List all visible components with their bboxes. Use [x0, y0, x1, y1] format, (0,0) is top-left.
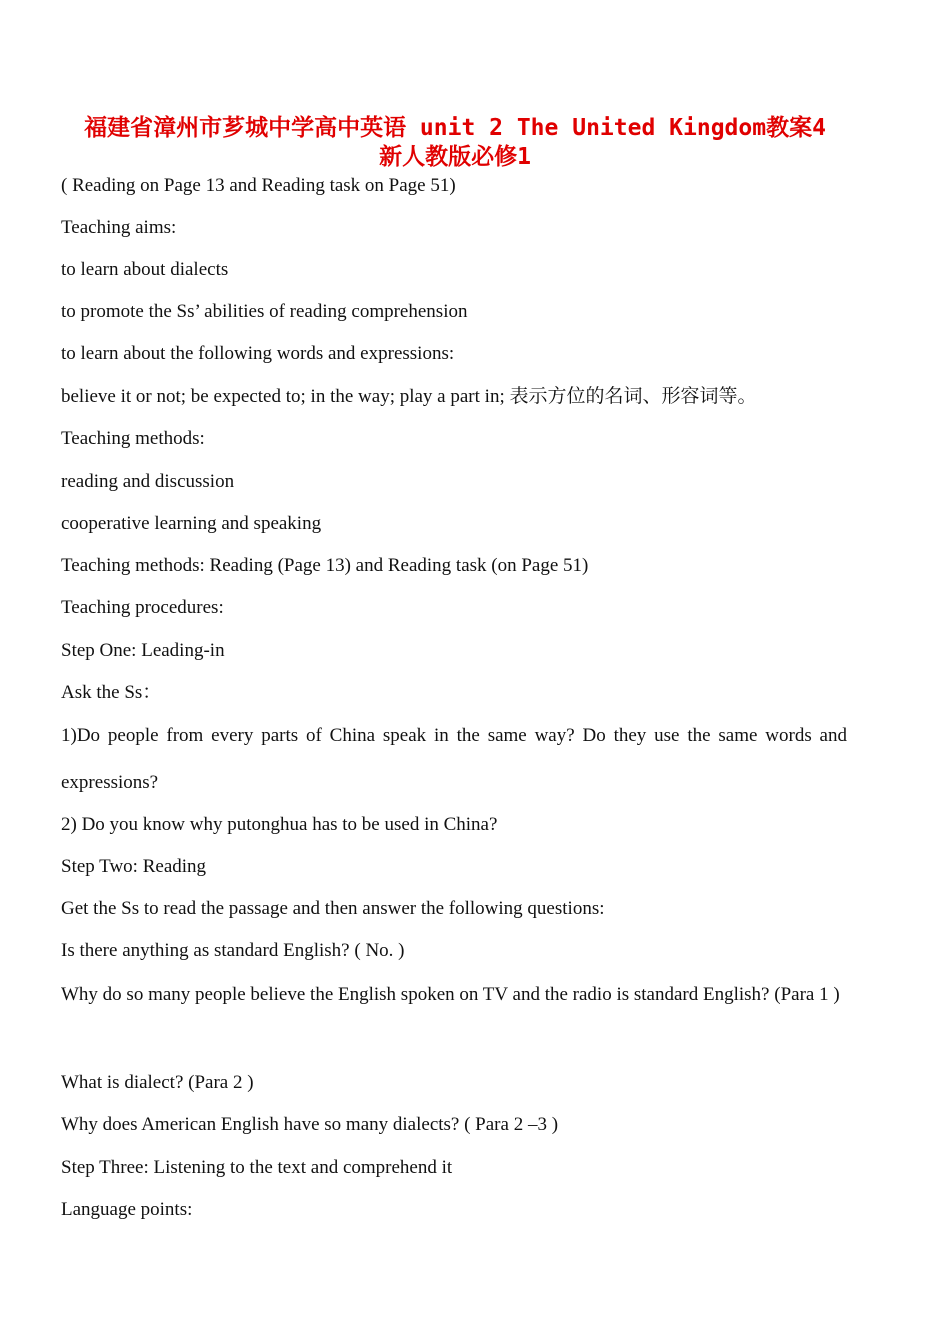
title-line-1: 福建省漳州市芗城中学高中英语 unit 2 The United Kingdom教案4 [84, 115, 826, 141]
question-item: Why do so many people believe the English spoken on TV and the radio is standard English? (Para 1 ) [61, 984, 840, 1005]
section-heading: Language points: [61, 1199, 193, 1220]
question-item: Why does American English have so many dialects? ( Para 2 –3 ) [61, 1114, 559, 1135]
question-item: 1)Do people from every parts of China speak in the same way? Do they use the same words and expressions? [61, 725, 847, 793]
method-item: reading and discussion [61, 471, 235, 492]
subtitle-reading-pages: ( Reading on Page 13 and Reading task on Page 51) [61, 175, 456, 196]
aim-item: to promote the Ss’ abilities of reading comprehension [61, 301, 468, 322]
question-item: What is dialect? (Para 2 ) [61, 1072, 254, 1093]
aim-item: to learn about the following words and expressions: [61, 343, 455, 364]
question-item: Is there anything as standard English? ( No. ) [61, 940, 405, 961]
step-heading: Step Two: Reading [61, 856, 207, 877]
title-line-2: 新人教版必修1 [379, 144, 531, 170]
document-title [40, 114, 870, 172]
instruction-text: Get the Ss to read the passage and then answer the following questions: [61, 898, 605, 919]
aim-item: to learn about dialects [61, 259, 229, 280]
teaching-methods-detail: Teaching methods: Reading (Page 13) and Reading task (on Page 51) [61, 555, 589, 576]
heading-teaching-methods: Teaching methods: [61, 428, 205, 449]
heading-teaching-procedures: Teaching procedures: [61, 597, 224, 618]
instruction-text: Ask the Ss： [61, 682, 162, 703]
step-heading: Step One: Leading-in [61, 640, 225, 661]
vocabulary-list: believe it or not; be expected to; in the way; play a part in; 表示方位的名词、形容词等。 [61, 386, 757, 407]
heading-teaching-aims: Teaching aims: [61, 217, 177, 238]
step-heading: Step Three: Listening to the text and comprehend it [61, 1157, 453, 1178]
question-item: 2) Do you know why putonghua has to be used in China? [61, 814, 498, 835]
method-item: cooperative learning and speaking [61, 513, 322, 534]
